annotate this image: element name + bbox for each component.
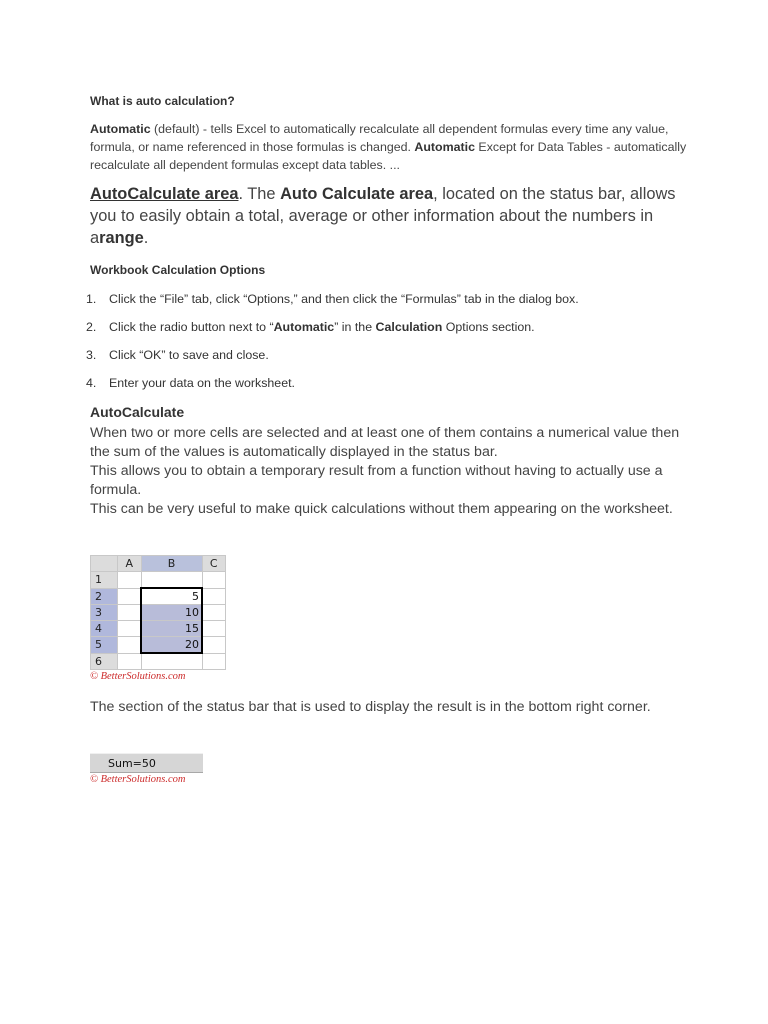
cell <box>141 653 202 670</box>
watermark: © BetterSolutions.com <box>90 671 186 682</box>
steps-list <box>86 291 579 403</box>
cell <box>118 605 142 621</box>
row-header: 4 <box>91 621 118 637</box>
cell: 10 <box>141 605 202 621</box>
list-item: 3. Click “OK” to save and close. <box>86 348 269 362</box>
row-header: 1 <box>91 572 118 589</box>
cell <box>202 653 226 670</box>
corner-cell <box>91 556 118 572</box>
question-title: What is auto calculation? <box>90 94 235 108</box>
watermark: © BetterSolutions.com <box>90 774 186 785</box>
list-item: 2. Click the radio button next to “Automatic” in the Calculation Options section. <box>86 320 535 334</box>
cell: 5 <box>141 588 202 605</box>
spreadsheet-figure <box>90 555 226 682</box>
column-header: C <box>202 556 226 572</box>
autocalculate-heading: AutoCalculate <box>90 404 185 420</box>
cell: 20 <box>141 637 202 654</box>
list-item: 1. Click the “File” tab, click “Options,” and then click the “Formulas” tab in the dialog box. <box>86 292 579 306</box>
cell <box>202 588 226 605</box>
list-item: 4. Enter your data on the worksheet. <box>86 376 295 390</box>
column-header: A <box>118 556 142 572</box>
status-bar-paragraph: The section of the status bar that is used to display the result is in the bottom right corner. <box>90 699 651 715</box>
row-header: 3 <box>91 605 118 621</box>
automatic-definition: Automatic (default) - tells Excel to automatically recalculate all dependent formulas every time any value, formula, or name referenced in those formulas is changed. Automatic Except for Data Tables - automatically recalculate all dependent formulas except data tables. ... <box>90 122 687 172</box>
status-bar: Sum=50 <box>90 753 203 773</box>
spreadsheet-grid <box>90 555 226 670</box>
cell <box>141 572 202 589</box>
cell <box>202 637 226 654</box>
row-header: 5 <box>91 637 118 654</box>
cell <box>118 572 142 589</box>
column-header: B <box>141 556 202 572</box>
row-header: 2 <box>91 588 118 605</box>
cell <box>118 621 142 637</box>
cell <box>118 637 142 654</box>
cell <box>118 588 142 605</box>
cell <box>202 572 226 589</box>
cell <box>202 621 226 637</box>
status-bar-figure <box>90 753 203 785</box>
cell: 15 <box>141 621 202 637</box>
options-heading: Workbook Calculation Options <box>90 263 266 277</box>
row-header: 6 <box>91 653 118 670</box>
autocalculate-area-paragraph: AutoCalculate area. The Auto Calculate area, located on the status bar, allows you to easily obtain a total, average or other information about the numbers in arange. <box>90 185 676 247</box>
autocalculate-description: When two or more cells are selected and at least one of them contains a numerical value then the sum of the values is automatically displayed in the status bar. This allows you to obtain a temporary result from a function without having to actually use a formula. This can be very useful to make quick calculations without them appearing on the worksheet. <box>90 425 680 517</box>
cell <box>118 653 142 670</box>
autocalculate-area-link[interactable]: AutoCalculate area <box>90 185 239 203</box>
cell <box>202 605 226 621</box>
